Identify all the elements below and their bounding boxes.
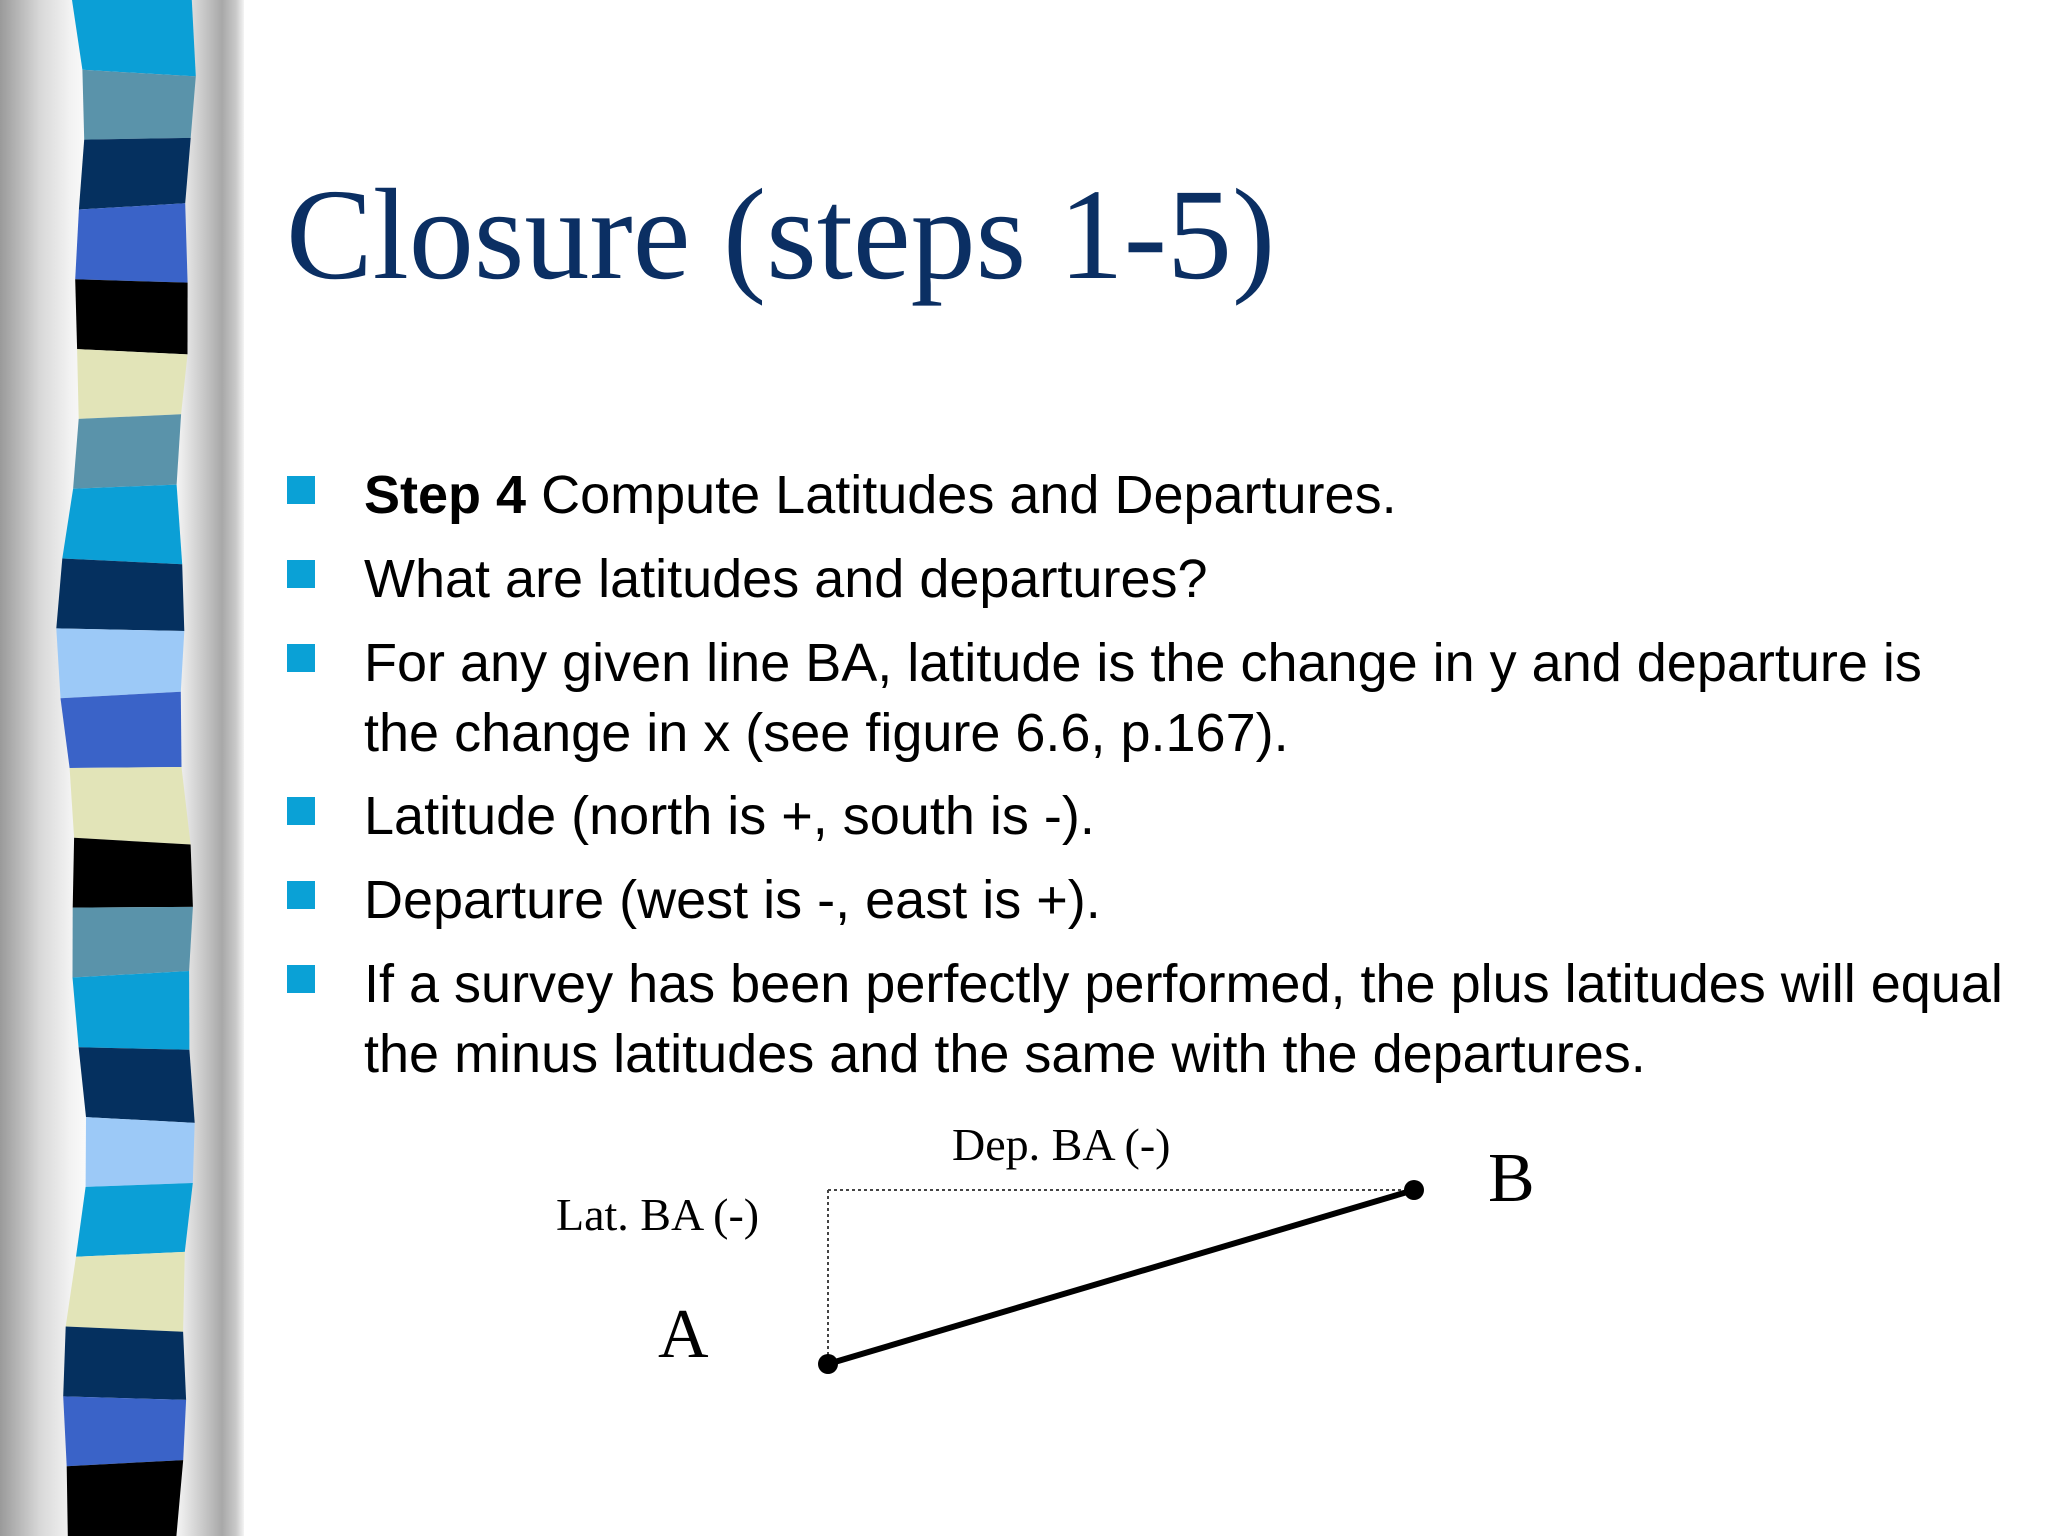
line-ba [828, 1190, 1414, 1364]
bullet-bold-text: Step 4 [364, 465, 527, 525]
bullet-text: For any given line BA, latitude is the change in y and departure is the change in x (see figure 6.6, p.167). [364, 633, 1922, 763]
bullet-text: Latitude (north is +, south is -). [364, 786, 1095, 846]
latitude-label: Lat. BA (-) [556, 1189, 760, 1240]
bullet-text: Departure (west is -, east is +). [364, 870, 1101, 930]
bullet-text: What are latitudes and departures? [364, 549, 1208, 609]
point-b-label: B [1488, 1140, 1535, 1217]
point-b-marker [1404, 1180, 1424, 1200]
slide-title: Closure (steps 1-5) [286, 163, 1276, 307]
point-a-label: A [658, 1296, 709, 1373]
bullet-text: Compute Latitudes and Departures. [526, 465, 1397, 525]
point-a-marker [818, 1354, 838, 1374]
bullet-text: If a survey has been perfectly performed, the plus latitudes will equal the minus latitudes and the same with the departures. [364, 954, 2003, 1084]
departure-label: Dep. BA (-) [952, 1119, 1171, 1170]
